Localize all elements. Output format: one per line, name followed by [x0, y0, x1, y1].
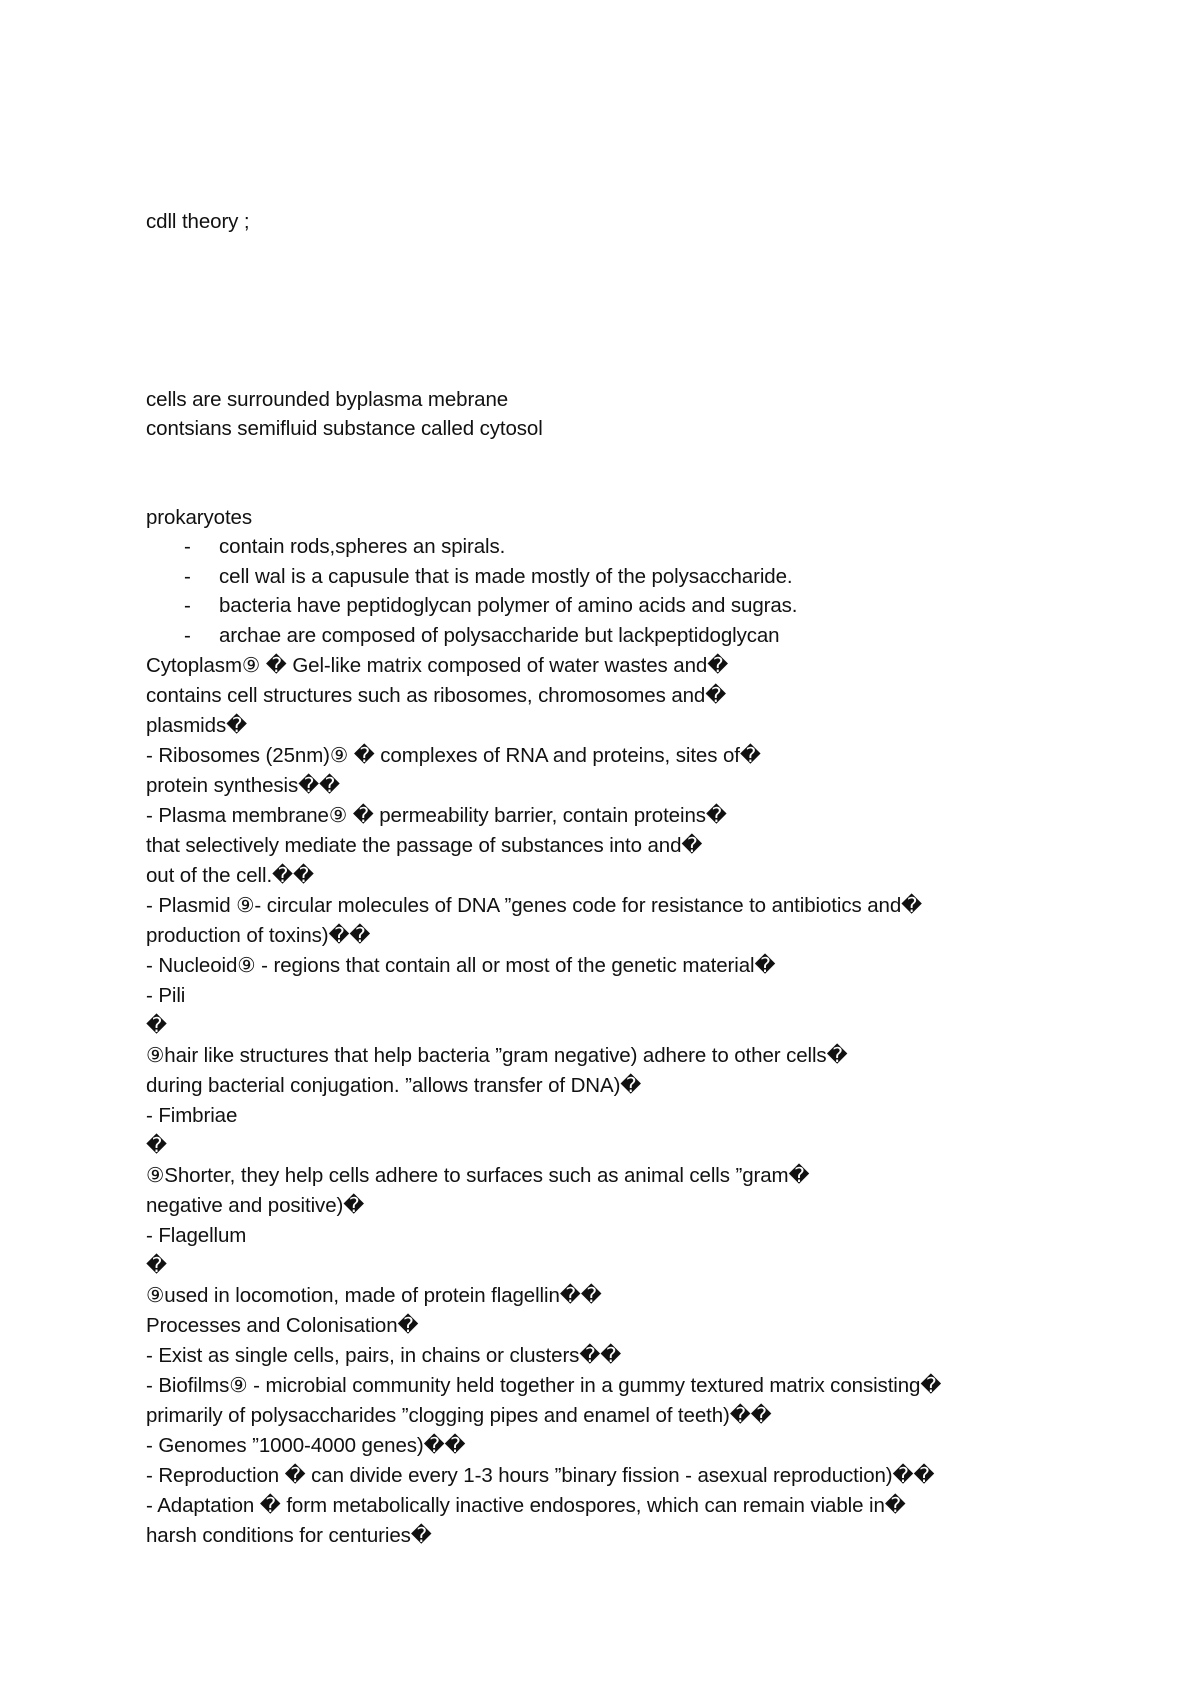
note-line: - Biofilms⑨ - microbial community held together in a gummy textured matrix consisting�	[146, 1374, 942, 1397]
bullet-text: contain rods,spheres an spirals.	[219, 535, 506, 558]
note-line: primarily of polysaccharides ”clogging pipes and enamel of teeth)��	[146, 1404, 772, 1427]
bullet-marker: -	[184, 535, 191, 558]
bullet-text: cell wal is a capusule that is made mostly of the polysaccharide.	[219, 565, 793, 588]
intro-line: contsians semifluid substance called cytosol	[146, 417, 543, 440]
note-line: that selectively mediate the passage of substances into and�	[146, 834, 703, 857]
note-line: Processes and Colonisation�	[146, 1314, 419, 1337]
bullet-text: bacteria have peptidoglycan polymer of amino acids and sugras.	[219, 594, 798, 617]
note-line: plasmids�	[146, 714, 248, 737]
note-line: �	[146, 1134, 167, 1157]
note-line: - Genomes ”1000-4000 genes)��	[146, 1434, 466, 1457]
note-line: - Exist as single cells, pairs, in chains or clusters��	[146, 1344, 622, 1367]
bullet-marker: -	[184, 565, 191, 588]
note-line: - Fimbriae	[146, 1104, 238, 1127]
note-line: �	[146, 1014, 167, 1037]
bullet-marker: -	[184, 624, 191, 647]
note-line: - Plasmid ⑨- circular molecules of DNA ”genes code for resistance to antibiotics and�	[146, 894, 923, 917]
note-line: ⑨Shorter, they help cells adhere to surfaces such as animal cells ”gram�	[146, 1164, 810, 1187]
note-line: - Nucleoid⑨ - regions that contain all or most of the genetic material�	[146, 954, 776, 977]
document-title: cdll theory ;	[146, 210, 250, 233]
note-line: production of toxins)��	[146, 924, 371, 947]
note-line: out of the cell.��	[146, 864, 314, 887]
note-line: - Reproduction � can divide every 1-3 hours ”binary fission - asexual reproduction)��	[146, 1464, 935, 1487]
note-line: - Ribosomes (25nm)⑨ � complexes of RNA and proteins, sites of�	[146, 744, 761, 767]
note-line: contains cell structures such as ribosomes, chromosomes and�	[146, 684, 727, 707]
note-line: during bacterial conjugation. ”allows transfer of DNA)�	[146, 1074, 642, 1097]
note-line: - Flagellum	[146, 1224, 247, 1247]
note-line: ⑨hair like structures that help bacteria ”gram negative) adhere to other cells�	[146, 1044, 848, 1067]
note-line: harsh conditions for centuries�	[146, 1524, 432, 1547]
note-line: protein synthesis��	[146, 774, 340, 797]
note-line: - Pili	[146, 984, 186, 1007]
intro-line: cells are surrounded byplasma mebrane	[146, 388, 509, 411]
bullet-marker: -	[184, 594, 191, 617]
note-line: - Adaptation � form metabolically inactive endospores, which can remain viable in�	[146, 1494, 906, 1517]
note-line: negative and positive)�	[146, 1194, 365, 1217]
note-line: ⑨used in locomotion, made of protein flagellin��	[146, 1284, 602, 1307]
note-line: Cytoplasm⑨ � Gel-like matrix composed of water wastes and�	[146, 654, 729, 677]
bullet-text: archae are composed of polysaccharide but lackpeptidoglycan	[219, 624, 780, 647]
section-heading-prokaryotes: prokaryotes	[146, 506, 253, 529]
note-line: �	[146, 1254, 167, 1277]
note-line: - Plasma membrane⑨ � permeability barrier, contain proteins�	[146, 804, 727, 827]
